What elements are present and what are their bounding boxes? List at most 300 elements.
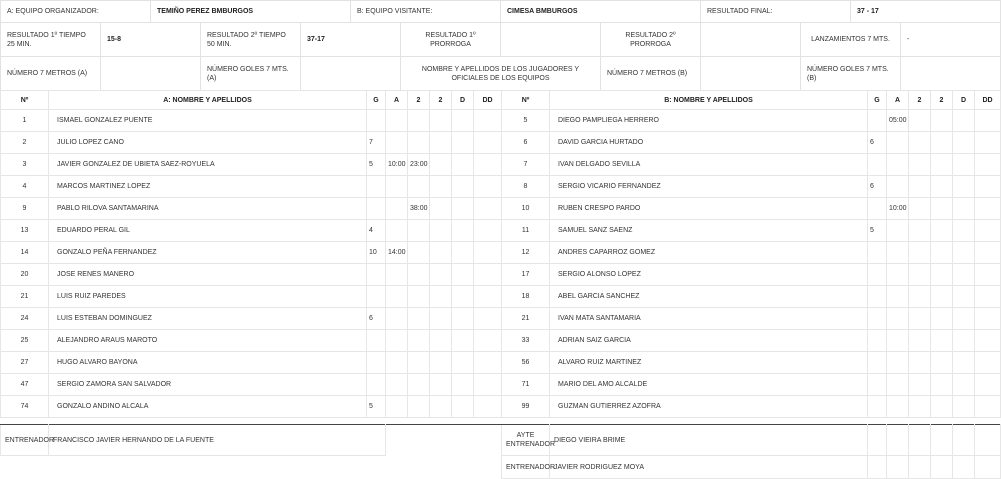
player-suspension1-b xyxy=(909,308,931,330)
player-name-a: JOSE RENES MANERO xyxy=(49,264,367,286)
col-warning-b: A xyxy=(887,91,909,110)
player-number-a: 20 xyxy=(1,264,49,286)
player-name-a: ALEJANDRO ARAUS MAROTO xyxy=(49,330,367,352)
player-suspension1-b xyxy=(909,132,931,154)
official-b-cell xyxy=(975,425,1001,456)
player-disq-report-a xyxy=(474,242,502,264)
player-disq-a xyxy=(452,154,474,176)
player-disq-report-b xyxy=(975,220,1001,242)
player-goals-a xyxy=(367,330,386,352)
results-table xyxy=(0,22,1001,91)
player-goals-a xyxy=(367,176,386,198)
player-number-a: 27 xyxy=(1,352,49,374)
player-suspension2-b xyxy=(931,220,953,242)
col-num-b: Nº xyxy=(502,91,550,110)
label-first-overtime: RESULTADO 1º PRORROGA xyxy=(401,23,501,57)
player-goals-b xyxy=(868,396,887,418)
player-name-b: DAVID GARCIA HURTADO xyxy=(550,132,868,154)
player-name-a: HUGO ALVARO BAYONA xyxy=(49,352,367,374)
seven-meter-throws: - xyxy=(901,23,1001,57)
team-a-name: TEMIÑO PEREZ BMBURGOS xyxy=(151,1,351,23)
official-b-cell xyxy=(887,425,909,456)
label-final-result: RESULTADO FINAL: xyxy=(701,1,851,23)
col-name-b: B: NOMBRE Y APELLIDOS xyxy=(550,91,868,110)
player-name-a: LUIS RUIZ PAREDES xyxy=(49,286,367,308)
label-seven-meter-b: NÚMERO 7 METROS (B) xyxy=(601,57,701,91)
player-name-b: SERGIO ALONSO LOPEZ xyxy=(550,264,868,286)
player-warning-b xyxy=(887,176,909,198)
player-name-b: SERGIO VICARIO FERNANDEZ xyxy=(550,176,868,198)
player-goals-a: 5 xyxy=(367,396,386,418)
player-name-b: IVAN DELGADO SEVILLA xyxy=(550,154,868,176)
player-suspension2-a xyxy=(430,176,452,198)
table-row xyxy=(1,330,1001,352)
player-number-b: 8 xyxy=(502,176,550,198)
player-name-b: ABEL GARCIA SANCHEZ xyxy=(550,286,868,308)
player-disq-report-a xyxy=(474,198,502,220)
player-disq-a xyxy=(452,374,474,396)
player-suspension1-a xyxy=(408,330,430,352)
seven-meter-b-value xyxy=(701,57,801,91)
player-suspension1-b xyxy=(909,176,931,198)
table-row xyxy=(1,308,1001,330)
official-b-cell xyxy=(953,456,975,479)
player-name-b: IVAN MATA SANTAMARIA xyxy=(550,308,868,330)
official-b-cell xyxy=(887,456,909,479)
final-result: 37 - 17 xyxy=(851,1,1001,23)
player-goals-b xyxy=(868,198,887,220)
player-disq-report-a xyxy=(474,352,502,374)
seven-meter-goals-b-value xyxy=(901,57,1001,91)
player-name-a: SERGIO ZAMORA SAN SALVADOR xyxy=(49,374,367,396)
player-warning-b xyxy=(887,396,909,418)
player-warning-a xyxy=(386,330,408,352)
player-disq-b xyxy=(953,176,975,198)
player-disq-report-b xyxy=(975,264,1001,286)
table-row xyxy=(1,132,1001,154)
player-number-a: 3 xyxy=(1,154,49,176)
player-goals-b: 6 xyxy=(868,132,887,154)
col-suspension1-b: 2 xyxy=(909,91,931,110)
player-suspension1-a xyxy=(408,396,430,418)
player-suspension2-b xyxy=(931,352,953,374)
player-suspension2-b xyxy=(931,264,953,286)
player-disq-b xyxy=(953,374,975,396)
player-name-a: EDUARDO PERAL GIL xyxy=(49,220,367,242)
col-suspension2-b: 2 xyxy=(931,91,953,110)
col-disq-report-b: DD xyxy=(975,91,1001,110)
table-row xyxy=(1,286,1001,308)
player-disq-b xyxy=(953,154,975,176)
player-warning-a: 10:00 xyxy=(386,154,408,176)
player-disq-report-a xyxy=(474,286,502,308)
player-suspension2-a xyxy=(430,242,452,264)
player-disq-a xyxy=(452,242,474,264)
player-name-a: GONZALO PEÑA FERNANDEZ xyxy=(49,242,367,264)
official-a-blank-row xyxy=(1,456,502,479)
player-disq-a xyxy=(452,396,474,418)
col-num-a: Nº xyxy=(1,91,49,110)
player-warning-b xyxy=(887,264,909,286)
player-goals-b xyxy=(868,374,887,396)
player-number-a: 13 xyxy=(1,220,49,242)
player-number-b: 7 xyxy=(502,154,550,176)
player-disq-a xyxy=(452,352,474,374)
player-suspension1-b xyxy=(909,374,931,396)
player-disq-b xyxy=(953,110,975,132)
player-disq-b xyxy=(953,396,975,418)
player-suspension1-a xyxy=(408,374,430,396)
official-b-cell xyxy=(868,456,887,479)
player-name-a: MARCOS MARTINEZ LOPEZ xyxy=(49,176,367,198)
player-goals-b xyxy=(868,154,887,176)
table-row xyxy=(1,374,1001,396)
player-warning-b xyxy=(887,330,909,352)
player-suspension2-b xyxy=(931,374,953,396)
table-row xyxy=(1,176,1001,198)
player-goals-b xyxy=(868,264,887,286)
player-name-b: DIEGO PAMPLIEGA HERRERO xyxy=(550,110,868,132)
player-goals-a: 6 xyxy=(367,308,386,330)
player-number-a: 74 xyxy=(1,396,49,418)
player-warning-a xyxy=(386,308,408,330)
player-number-a: 47 xyxy=(1,374,49,396)
official-b-name: DIEGO VIEIRA BRIME xyxy=(550,425,868,456)
table-row xyxy=(1,242,1001,264)
player-suspension2-a xyxy=(430,264,452,286)
player-suspension2-b xyxy=(931,176,953,198)
player-warning-a xyxy=(386,286,408,308)
col-goals-a: G xyxy=(367,91,386,110)
player-warning-a xyxy=(386,220,408,242)
official-b-cell xyxy=(909,425,931,456)
official-b-cell xyxy=(975,456,1001,479)
player-goals-b xyxy=(868,286,887,308)
player-warning-b xyxy=(887,220,909,242)
player-suspension2-b xyxy=(931,132,953,154)
player-disq-report-b xyxy=(975,132,1001,154)
player-goals-b: 5 xyxy=(868,220,887,242)
official-b-role: ENTRENADOR xyxy=(502,456,550,479)
player-suspension1-a xyxy=(408,220,430,242)
player-disq-report-a xyxy=(474,396,502,418)
player-disq-b xyxy=(953,308,975,330)
label-seven-meter-goals-a: NÚMERO GOLES 7 MTS. (A) xyxy=(201,57,301,91)
player-name-a: JULIO LOPEZ CANO xyxy=(49,132,367,154)
player-warning-a: 14:00 xyxy=(386,242,408,264)
player-disq-report-b xyxy=(975,374,1001,396)
official-b-cell xyxy=(868,425,887,456)
player-number-b: 11 xyxy=(502,220,550,242)
player-suspension2-b xyxy=(931,242,953,264)
player-disq-b xyxy=(953,132,975,154)
official-a-role: ENTRENADOR xyxy=(1,425,49,456)
player-disq-report-b xyxy=(975,396,1001,418)
player-goals-a xyxy=(367,110,386,132)
officials-table xyxy=(0,424,1001,479)
seven-meter-a-value xyxy=(101,57,201,91)
player-suspension1-b xyxy=(909,286,931,308)
table-row xyxy=(1,198,1001,220)
player-name-b: ALVARO RUIZ MARTINEZ xyxy=(550,352,868,374)
player-warning-b xyxy=(887,242,909,264)
col-disq-a: D xyxy=(452,91,474,110)
player-suspension2-a xyxy=(430,132,452,154)
col-name-a: A: NOMBRE Y APELLIDOS xyxy=(49,91,367,110)
player-goals-b xyxy=(868,352,887,374)
player-number-b: 33 xyxy=(502,330,550,352)
player-disq-report-b xyxy=(975,286,1001,308)
first-half-result: 15-8 xyxy=(101,23,201,57)
player-warning-a xyxy=(386,264,408,286)
player-number-a: 14 xyxy=(1,242,49,264)
player-suspension2-a xyxy=(430,352,452,374)
player-number-a: 1 xyxy=(1,110,49,132)
player-suspension1-a xyxy=(408,352,430,374)
first-overtime-result xyxy=(501,23,601,57)
player-disq-report-b xyxy=(975,198,1001,220)
player-warning-b xyxy=(887,308,909,330)
player-number-b: 17 xyxy=(502,264,550,286)
player-number-a: 4 xyxy=(1,176,49,198)
player-suspension1-a xyxy=(408,286,430,308)
player-suspension1-b xyxy=(909,352,931,374)
player-disq-report-a xyxy=(474,374,502,396)
player-name-a: JAVIER GONZALEZ DE UBIETA SAEZ-ROYUELA xyxy=(49,154,367,176)
official-b-role: AYTE ENTRENADOR xyxy=(502,425,550,456)
player-warning-a xyxy=(386,110,408,132)
player-number-b: 21 xyxy=(502,308,550,330)
player-disq-report-a xyxy=(474,264,502,286)
player-suspension1-a xyxy=(408,132,430,154)
player-warning-a xyxy=(386,132,408,154)
player-number-b: 56 xyxy=(502,352,550,374)
player-suspension1-a xyxy=(408,176,430,198)
player-disq-b xyxy=(953,330,975,352)
official-b-cell xyxy=(909,456,931,479)
player-suspension1-a: 23:00 xyxy=(408,154,430,176)
player-disq-report-b xyxy=(975,110,1001,132)
player-goals-b xyxy=(868,308,887,330)
player-suspension2-b xyxy=(931,396,953,418)
player-disq-b xyxy=(953,286,975,308)
player-disq-report-a xyxy=(474,154,502,176)
player-goals-a: 5 xyxy=(367,154,386,176)
label-players-officials: NOMBRE Y APELLIDOS DE LOS JUGADORES Y OFICIALES DE LOS EQUIPOS xyxy=(401,57,601,91)
player-number-b: 99 xyxy=(502,396,550,418)
label-second-half: RESULTADO 2º TIEMPO 50 MIN. xyxy=(201,23,301,57)
player-disq-a xyxy=(452,110,474,132)
player-goals-b xyxy=(868,242,887,264)
player-disq-a xyxy=(452,330,474,352)
player-number-a: 9 xyxy=(1,198,49,220)
player-name-b: MARIO DEL AMO ALCALDE xyxy=(550,374,868,396)
player-suspension1-b xyxy=(909,264,931,286)
player-suspension1-a xyxy=(408,110,430,132)
official-b-cell xyxy=(953,425,975,456)
players-table xyxy=(0,90,1001,418)
player-warning-a xyxy=(386,352,408,374)
player-number-a: 25 xyxy=(1,330,49,352)
player-disq-b xyxy=(953,242,975,264)
label-seven-meter-throws: LANZAMIENTOS 7 MTS. xyxy=(801,23,901,57)
player-suspension2-a xyxy=(430,374,452,396)
col-warning-a: A xyxy=(386,91,408,110)
player-disq-b xyxy=(953,264,975,286)
player-warning-b: 10:00 xyxy=(887,198,909,220)
player-suspension1-a: 38:00 xyxy=(408,198,430,220)
player-suspension2-b xyxy=(931,198,953,220)
player-suspension1-b xyxy=(909,330,931,352)
player-name-b: RUBEN CRESPO PARDO xyxy=(550,198,868,220)
player-disq-a xyxy=(452,264,474,286)
player-name-b: ANDRES CAPARROZ GOMEZ xyxy=(550,242,868,264)
player-suspension2-a xyxy=(430,110,452,132)
official-b-cell xyxy=(931,456,953,479)
player-goals-a xyxy=(367,198,386,220)
label-seven-meter-a: NÚMERO 7 METROS (A) xyxy=(1,57,101,91)
player-suspension2-a xyxy=(430,154,452,176)
player-suspension2-b xyxy=(931,308,953,330)
player-suspension1-b xyxy=(909,220,931,242)
col-suspension1-a: 2 xyxy=(408,91,430,110)
player-warning-b xyxy=(887,374,909,396)
official-a-name: FRANCISCO JAVIER HERNANDO DE LA FUENTE xyxy=(49,425,386,456)
player-number-b: 5 xyxy=(502,110,550,132)
player-name-a: GONZALO ANDINO ALCALA xyxy=(49,396,367,418)
player-number-a: 24 xyxy=(1,308,49,330)
col-disq-b: D xyxy=(953,91,975,110)
table-row xyxy=(1,110,1001,132)
player-suspension2-a xyxy=(430,198,452,220)
player-suspension2-a xyxy=(430,308,452,330)
table-row xyxy=(1,154,1001,176)
player-number-a: 2 xyxy=(1,132,49,154)
player-warning-b xyxy=(887,132,909,154)
player-disq-b xyxy=(953,352,975,374)
player-disq-report-a xyxy=(474,176,502,198)
player-suspension2-a xyxy=(430,330,452,352)
player-name-b: ADRIAN SAIZ GARCIA xyxy=(550,330,868,352)
label-second-overtime: RESULTADO 2º PRORROGA xyxy=(601,23,701,57)
col-goals-b: G xyxy=(868,91,887,110)
player-disq-a xyxy=(452,132,474,154)
player-disq-report-a xyxy=(474,132,502,154)
table-row xyxy=(1,352,1001,374)
player-disq-report-a xyxy=(474,110,502,132)
player-number-b: 18 xyxy=(502,286,550,308)
player-suspension1-b xyxy=(909,396,931,418)
seven-meter-goals-a-value xyxy=(301,57,401,91)
player-warning-a xyxy=(386,198,408,220)
player-disq-report-b xyxy=(975,242,1001,264)
player-number-b: 6 xyxy=(502,132,550,154)
player-suspension1-b xyxy=(909,154,931,176)
player-disq-a xyxy=(452,198,474,220)
table-row xyxy=(1,220,1001,242)
player-disq-a xyxy=(452,286,474,308)
player-warning-a xyxy=(386,176,408,198)
label-first-half: RESULTADO 1º TIEMPO 25 MIN. xyxy=(1,23,101,57)
player-disq-report-a xyxy=(474,308,502,330)
player-warning-a xyxy=(386,396,408,418)
player-disq-report-b xyxy=(975,176,1001,198)
second-half-result: 37-17 xyxy=(301,23,401,57)
player-goals-b xyxy=(868,330,887,352)
col-disq-report-a: DD xyxy=(474,91,502,110)
player-disq-a xyxy=(452,220,474,242)
player-suspension2-a xyxy=(430,220,452,242)
label-team-a: A: EQUIPO ORGANIZADOR: xyxy=(1,1,151,23)
player-suspension1-a xyxy=(408,308,430,330)
player-disq-report-a xyxy=(474,220,502,242)
player-name-a: PABLO RILOVA SANTAMARINA xyxy=(49,198,367,220)
player-suspension2-b xyxy=(931,154,953,176)
second-overtime-result xyxy=(701,23,801,57)
player-goals-a: 7 xyxy=(367,132,386,154)
player-goals-a xyxy=(367,374,386,396)
player-suspension2-a xyxy=(430,286,452,308)
player-suspension2-b xyxy=(931,110,953,132)
player-goals-a xyxy=(367,352,386,374)
player-warning-b xyxy=(887,154,909,176)
player-number-b: 10 xyxy=(502,198,550,220)
player-disq-a xyxy=(452,176,474,198)
table-row xyxy=(1,396,1001,418)
official-b-name: JAVIER RODRIGUEZ MOYA xyxy=(550,456,868,479)
player-goals-a: 4 xyxy=(367,220,386,242)
col-suspension2-a: 2 xyxy=(430,91,452,110)
label-seven-meter-goals-b: NÚMERO GOLES 7 MTS. (B) xyxy=(801,57,901,91)
label-team-b: B: EQUIPO VISITANTE: xyxy=(351,1,501,23)
player-suspension2-b xyxy=(931,330,953,352)
player-number-b: 12 xyxy=(502,242,550,264)
player-disq-b xyxy=(953,220,975,242)
player-suspension1-a xyxy=(408,242,430,264)
player-warning-b xyxy=(887,352,909,374)
player-name-a: ISMAEL GONZALEZ PUENTE xyxy=(49,110,367,132)
player-warning-b xyxy=(887,286,909,308)
player-disq-report-b xyxy=(975,352,1001,374)
player-disq-a xyxy=(452,308,474,330)
team-b-name: CIMESA BMBURGOS xyxy=(501,1,701,23)
player-suspension1-b xyxy=(909,242,931,264)
player-goals-a: 10 xyxy=(367,242,386,264)
player-number-a: 21 xyxy=(1,286,49,308)
player-warning-a xyxy=(386,374,408,396)
player-goals-b xyxy=(868,110,887,132)
player-goals-a xyxy=(367,264,386,286)
player-name-b: GUZMAN GUTIERREZ AZOFRA xyxy=(550,396,868,418)
match-header-table xyxy=(0,0,1001,23)
player-name-b: SAMUEL SANZ SAENZ xyxy=(550,220,868,242)
player-suspension1-a xyxy=(408,264,430,286)
player-suspension2-a xyxy=(430,396,452,418)
player-suspension1-b xyxy=(909,110,931,132)
player-disq-b xyxy=(953,198,975,220)
player-goals-a xyxy=(367,286,386,308)
player-disq-report-a xyxy=(474,330,502,352)
player-disq-report-b xyxy=(975,308,1001,330)
player-disq-report-b xyxy=(975,154,1001,176)
player-suspension2-b xyxy=(931,286,953,308)
player-name-a: LUIS ESTEBAN DOMINGUEZ xyxy=(49,308,367,330)
official-a-blank xyxy=(386,425,502,456)
player-suspension1-b xyxy=(909,198,931,220)
player-disq-report-b xyxy=(975,330,1001,352)
player-warning-b: 05:00 xyxy=(887,110,909,132)
player-number-b: 71 xyxy=(502,374,550,396)
